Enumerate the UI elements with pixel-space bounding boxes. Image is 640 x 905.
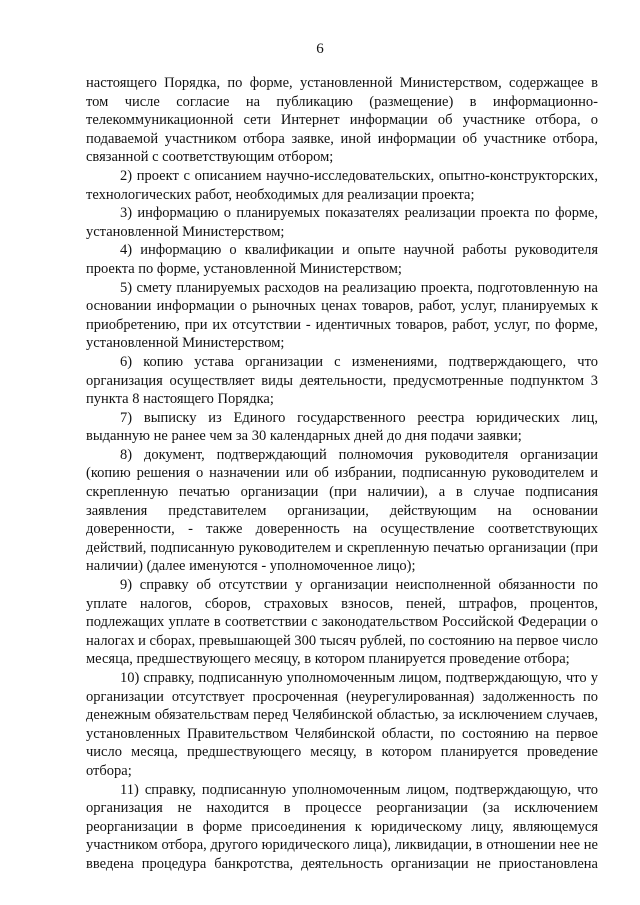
paragraph-item-5: 5) смету планируемых расходов на реализацию проекта, подготовленную на основании информации о рыночных ценах товаров, работ, услуг, планируемых к приобретению, при их отсутствии - идентичных товаров, работ, услуг, по форме, установленной Министерством; [86, 279, 598, 352]
paragraph-item-7: 7) выписку из Единого государственного реестра юридических лиц, выданную не ранее чем за 30 календарных дней до дня подачи заявки; [86, 409, 598, 445]
paragraph-item-11: 11) справку, подписанную уполномоченным лицом, подтверждающую, что организация не находится в процессе реорганизации (за исключением реорганизации в форме присоединения к юридическому лицу, являющемуся участником отбора, другого юридического лица), ликвидации, в отношении нее не введена процедура банкротства, деятельность организации не приостановлена [86, 781, 598, 872]
paragraph-item-9: 9) справку об отсутствии у организации неисполненной обязанности по уплате налогов, сборов, страховых взносов, пеней, штрафов, процентов, подлежащих уплате в соответствии с законодательством Российской Федерации о налогах и сборах, превышающей 300 тысяч рублей, по состоянию на первое число месяца, предшествующего месяцу, в котором планируется проведение отбора; [86, 577, 598, 668]
paragraph-item-4: 4) информацию о квалификации и опыте научной работы руководителя проекта по форме, установленной Министерством; [86, 242, 598, 277]
page-number: 6 [316, 41, 324, 57]
paragraph-item-10: 10) справку, подписанную уполномоченным лицом, подтверждающую, что у организации отсутствует просроченная (неурегулированная) задолженность по денежным обязательствам перед Челябинской областью, за исключением случаев, установленных Правительством Челябинской области, по состоянию на первое число месяца, предшествующего месяцу, в котором планируется проведение отбора; [86, 670, 598, 779]
paragraph-item-8: 8) документ, подтверждающий полномочия руководителя организации (копию решения о назначении или об избрании, подписанную руководителем и скрепленную печатью организации (при наличии), а в случае подписания заявления представителем организации, действующим на основании доверенности, - также доверенность на осуществление соответствующих действий, подписанную руководителем и скрепленную печатью организации (при наличии) (далее именуются - уполномоченное лицо); [86, 446, 598, 575]
paragraph-item-3: 3) информацию о планируемых показателях реализации проекта по форме, установленной Министерством; [86, 205, 598, 240]
document-body [86, 74, 598, 874]
paragraph-continuation: настоящего Порядка, по форме, установленной Министерством, содержащее в том числе согласие на публикацию (размещение) в информационно-телекоммуникационной сети Интернет информации об участнике отбора, о подаваемой участником отбора заявке, иной информации об участнике отбора, связанной с соответствующим отбором; [86, 75, 598, 166]
paragraph-item-2: 2) проект с описанием научно-исследовательских, опытно-конструкторских, технологических работ, необходимых для реализации проекта; [86, 167, 598, 203]
paragraph-item-6: 6) копию устава организации с изменениями, подтверждающего, что организация осуществляет виды деятельности, предусмотренные подпунктом 3 пункта 8 настоящего Порядка; [86, 353, 598, 408]
